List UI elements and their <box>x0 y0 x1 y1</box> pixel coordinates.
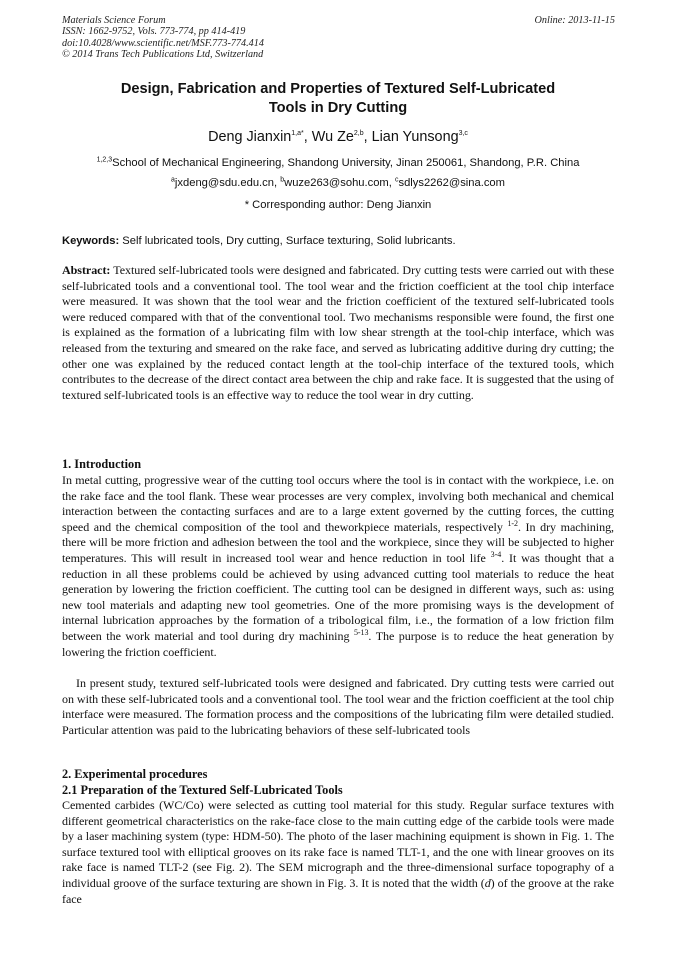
affiliation <box>62 157 614 169</box>
paragraph-text: . It was thought that a reduction in all these problems could be achieved by using advanced cutting tool materials to reduce the heat generation by lowering the friction coefficient. The cutting tool can be designed in different ways, such as: using new tool materials and adapting new tool geometries. One of the more promising ways is the development of internal lubrication approaches by the formation of a tribological film, i.e., the formation of a low friction film between the work material and tool during dry machining <box>62 550 614 643</box>
journal-header <box>62 15 264 61</box>
variable-d: d <box>484 875 491 890</box>
author-list <box>62 129 614 145</box>
keywords <box>62 235 614 247</box>
citation-ref[interactable]: 3-4 <box>490 549 502 559</box>
affiliation-superscript: 1,2,3 <box>96 156 113 164</box>
keywords-text: Self lubricated tools, Dry cutting, Surface texturing, Solid lubricants. <box>119 235 456 247</box>
intro-paragraph-1 <box>62 473 614 660</box>
author-superscript: 2,b <box>353 130 364 138</box>
corresponding-author: * Corresponding author: Deng Jianxin <box>244 199 432 211</box>
affiliation-text: School of Mechanical Engineering, Shandong University, Jinan 250061, Shandong, P.R. China <box>112 157 580 169</box>
journal-name: Materials Science Forum <box>62 15 166 26</box>
email-superscript: b <box>280 176 285 184</box>
email-list <box>62 177 614 189</box>
email-superscript: a <box>171 176 175 184</box>
intro-paragraph-2: In present study, textured self-lubricated tools were designed and fabricated. Dry cutting tests were carried out on with these self-lubricated tools and a conventional tool. The tool wear and the friction coefficient at the tool chip interface were measured. The formation process and the compositions of the lubricating film were detailed studied. Particular attention was paid to the lubricating behaviors of these self-lubricated tools <box>62 676 614 737</box>
paragraph-text: . In dry machining, there will be more friction and adhesion between the tool and the workpiece, since they will be subjected to higher temperatures. This will result in increased tool wear and hence reduction in tool life <box>62 519 614 565</box>
author-superscript: 3,c <box>458 130 468 138</box>
citation-ref[interactable]: 5-13 <box>353 627 369 637</box>
abstract-text: Textured self-lubricated tools were designed and fabricated. Dry cutting tests were carried out with these self-lubricated tools and a conventional tool. The tool wear and the friction coefficient at the tool chip interface were measured. It was shown that the tool wear and the friction coefficient of the textured self-lubricated tools were reduced compared with that of the conventional tool. Two mechanisms responsible were found, the first one is explained as the formation of a lubricating film with low shear strength at the tool-chip interface, which was released from the texturing and smeared on the rake face, and served as lubricating additive during dry cutting; the other one was explained by the reduced contact length at the tool-chip interface of the textured tools, which contributes to the decrease of the direct contact area between the chip and rake face. It is suggested that the using of textured self-lubricated tools is an effective way to reduce the tool wear in dry cutting. <box>62 263 614 402</box>
paragraph-text: Cemented carbides (WC/Co) were selected as cutting tool material for this study. Regular surface textures with different geometrical characteristics on the rake-face close to the main cutting edge of the carbide tools were made by a laser machining system (type: HDM-50). The photo of the laser machining equipment is shown in Fig. 1. The surface textured tool with elliptical grooves on its rake face is named TLT-1, and the one with linear grooves on its rake face is named TLT-2 (see Fig. 2). The SEM micrograph and the three-dimensional surface topography of a individual groove of the surface texturing are shown in Fig. 3. It is noted that the width ( <box>62 798 614 890</box>
online-date: Online: 2013-11-15 <box>534 15 615 26</box>
email-link[interactable]: jxdeng@sdu.edu.cn, <box>174 177 281 189</box>
paragraph-text: In metal cutting, progressive wear of the cutting tool occurs where the tool is in contact with the workpiece, i.e. on the rake face and the tool flank. These wear processes are very complex, involving both mechanical and chemical interaction between the contacting surfaces and are to a large extent governed by the cutting forces, the cutting speed and the chemical composition of the tool and theworkpiece materials, respectively <box>62 473 614 534</box>
author-superscript: 1,a* <box>291 130 304 138</box>
paragraph-text: ) of the groove at the rake face <box>62 875 614 906</box>
experimental-paragraph <box>62 798 614 907</box>
citation-ref[interactable]: 1-2 <box>507 518 518 528</box>
author-separator: , <box>363 129 372 145</box>
author-name: Deng Jianxin <box>208 129 292 145</box>
abstract <box>62 263 614 403</box>
email-link[interactable]: wuze263@sohu.com, <box>284 177 395 189</box>
subsection-heading: 2.1 Preparation of the Textured Self-Lubricated Tools <box>62 783 343 797</box>
copyright-line: © 2014 Trans Tech Publications Ltd, Switzerland <box>62 49 264 61</box>
keywords-label: Keywords: <box>62 235 120 247</box>
email-link[interactable]: sdlys2262@sina.com <box>398 177 505 189</box>
title-line-1: Design, Fabrication and Properties of Textured Self-Lubricated <box>120 81 556 97</box>
doi-line: doi:10.4028/www.scientific.net/MSF.773-774.414 <box>62 37 264 49</box>
paragraph-text: . The purpose is to reduce the heat generation by lowering the friction coefficient. <box>62 628 614 659</box>
email-superscript: c <box>394 176 399 184</box>
title-line-2: Tools in Dry Cutting <box>268 100 408 116</box>
author-name: Lian Yunsong <box>371 129 459 145</box>
paper-title <box>62 80 614 118</box>
issn-line: ISSN: 1662-9752, Vols. 773-774, pp 414-419 <box>62 26 246 38</box>
author-separator: , <box>303 129 312 145</box>
section-heading-introduction: 1. Introduction <box>62 457 142 471</box>
author-name: Wu Ze <box>311 129 354 145</box>
abstract-label: Abstract: <box>62 263 111 277</box>
section-heading-experimental: 2. Experimental procedures <box>62 767 208 781</box>
